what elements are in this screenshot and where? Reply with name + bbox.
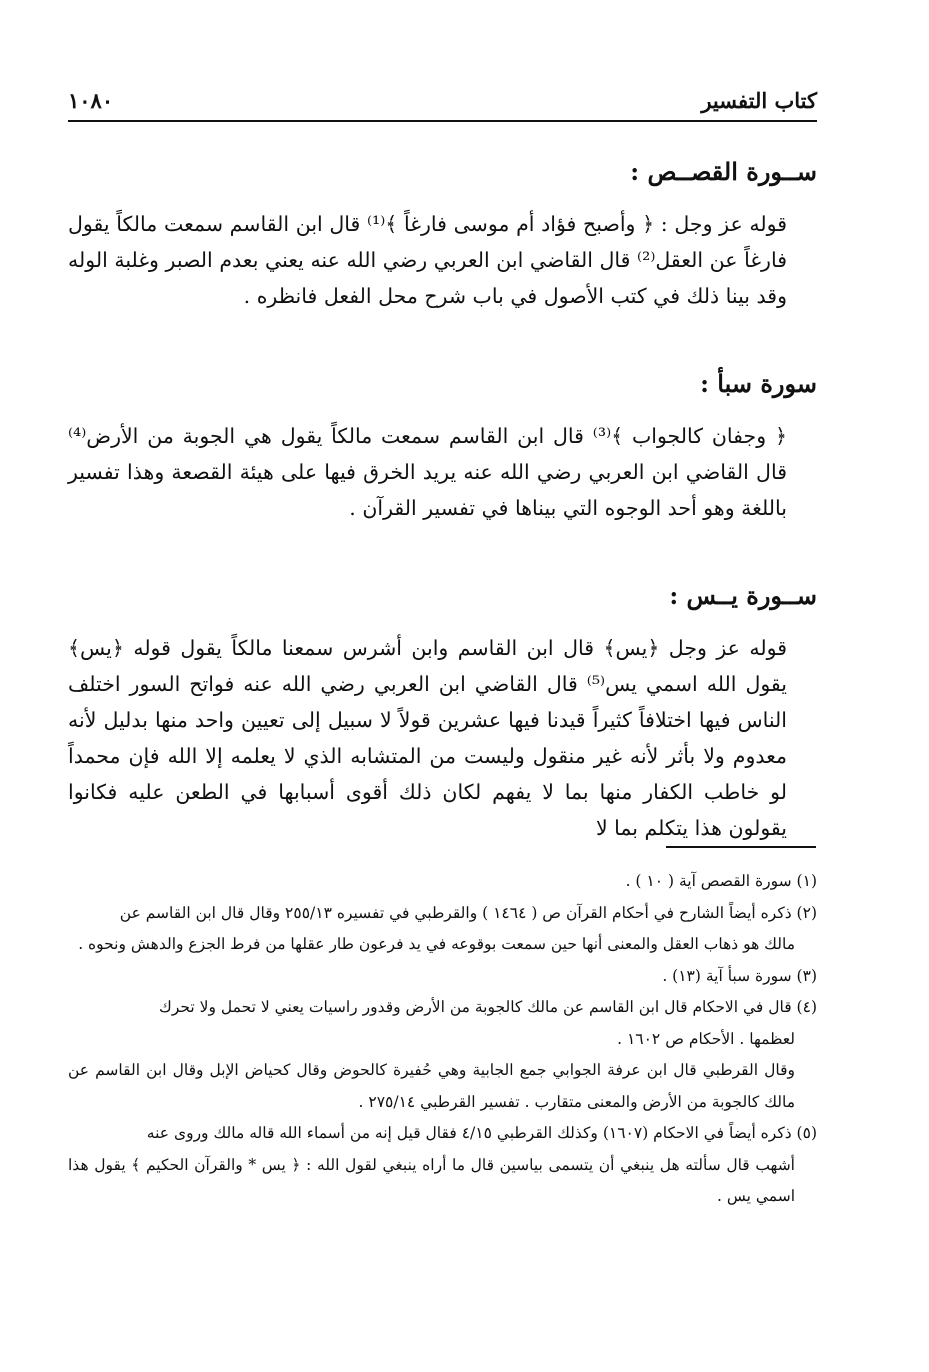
section-heading: ســورة القصــص :	[630, 157, 817, 186]
running-head	[68, 88, 817, 118]
footnote-3: (٣) سورة سبأ آية (١٣) .	[662, 966, 817, 985]
section-heading: ســورة يــس :	[669, 581, 817, 610]
footnote-4: (٤) قال في الاحكام قال ابن القاسم عن مالك كالجوبة من الأرض وقدور راسيات يعني لا تحمل ولا تحرك	[159, 998, 817, 1016]
section-paragraph: ﴿ وجفان كالجواب ﴾⁽³⁾ قال ابن القاسم سمعت مالكاً يقول هي الجوبة من الأرض⁽⁴⁾ قال القاضي ابن العربي رضي الله عنه يريد الخرق فيها على هيئة القصعة وهذا تفسير باللغة وهو أحد الوجوه التي بيناها في تفسير القرآن .	[68, 424, 787, 520]
section-paragraph: قوله عز وجل ﴿يس﴾ قال ابن القاسم وابن أشرس سمعنا مالكاً يقول قوله ﴿يس﴾ يقول الله اسمي يس⁽⁵⁾ قال القاضي ابن العربي رضي الله عنه فواتح السور اختلف الناس فيها اختلافاً كثيراً قيدنا فيها عشرين قولاً لا سبيل إلى تعيين واحد منها بدليل لأنه معدوم ولا بأثر لأنه غير منقول وليست من المتشابه الذي لا يعلمه إلا الله فإن محمداً لو خاطب الكفار منها بما لا يفهم لكان ذلك أقوى أسبابها في الطعن عليه فكانوا يقولون هذا يتكلم بما لا	[68, 636, 787, 840]
footnotes	[68, 866, 817, 1213]
footnote-4-continued: لعظمها . الأحكام ص ١٦٠٢ .	[617, 1029, 795, 1048]
section-paragraph: قوله عز وجل : ﴿ وأصبح فؤاد أم موسى فارغاً ﴾⁽¹⁾ قال ابن القاسم سمعت مالكاً يقول فارغاً عن العقل⁽²⁾ قال القاضي ابن العربي رضي الله عنه يعني بعدم الصبر وغلبة الوله وقد بينا ذلك في كتب الأصول في باب شرح محل الفعل فانظره .	[68, 212, 788, 308]
section-yasin	[68, 578, 817, 846]
footnote-4-qurtubi: وقال القرطبي قال ابن عرفة الجوابي جمع الجابية وهي حُفيرة كالحوض وقال كحياض الإبل وقال ابن القاسم عن مالك كالجوبة من الأرض والمعنى متقارب . تفسير القرطبي ٢٧٥/١٤ .	[68, 1061, 795, 1111]
footnote-5-continued: أشهب قال سألته هل ينبغي أن يتسمى بياسين قال ما أراه ينبغي لقول الله : ﴿ يس * والقرآن الحكيم ﴾ يقول هذا اسمي يس .	[68, 1155, 795, 1205]
page-number: ١٠٨٠	[68, 88, 114, 113]
footnote-1: (١) سورة القصص آية ( ١٠ ) .	[625, 872, 817, 890]
section-saba	[68, 366, 817, 526]
footnote-2-continued: مالك هو ذهاب العقل والمعنى أنها حين سمعت بوقوعه في يد فرعون طار عقلها من فرط الجزع والدهش ونحوه .	[78, 935, 795, 953]
section-heading: سورة سبأ :	[700, 369, 817, 398]
footnote-2: (٢) ذكره أيضاً الشارح في أحكام القرآن ص ( ١٤٦٤ ) والقرطبي في تفسيره ٢٥٥/١٣ وقال قال ابن القاسم عن	[119, 903, 817, 922]
footnote-rule	[666, 846, 816, 848]
running-title: كتاب التفسير	[701, 88, 817, 113]
section-qasas	[68, 154, 817, 314]
header-rule	[68, 120, 817, 122]
footnote-5: (٥) ذكره أيضاً في الاحكام (١٦٠٧) وكذلك القرطبي ٤/١٥ فقال قيل إنه من أسماء الله قاله مالك وروى عنه	[146, 1124, 817, 1142]
